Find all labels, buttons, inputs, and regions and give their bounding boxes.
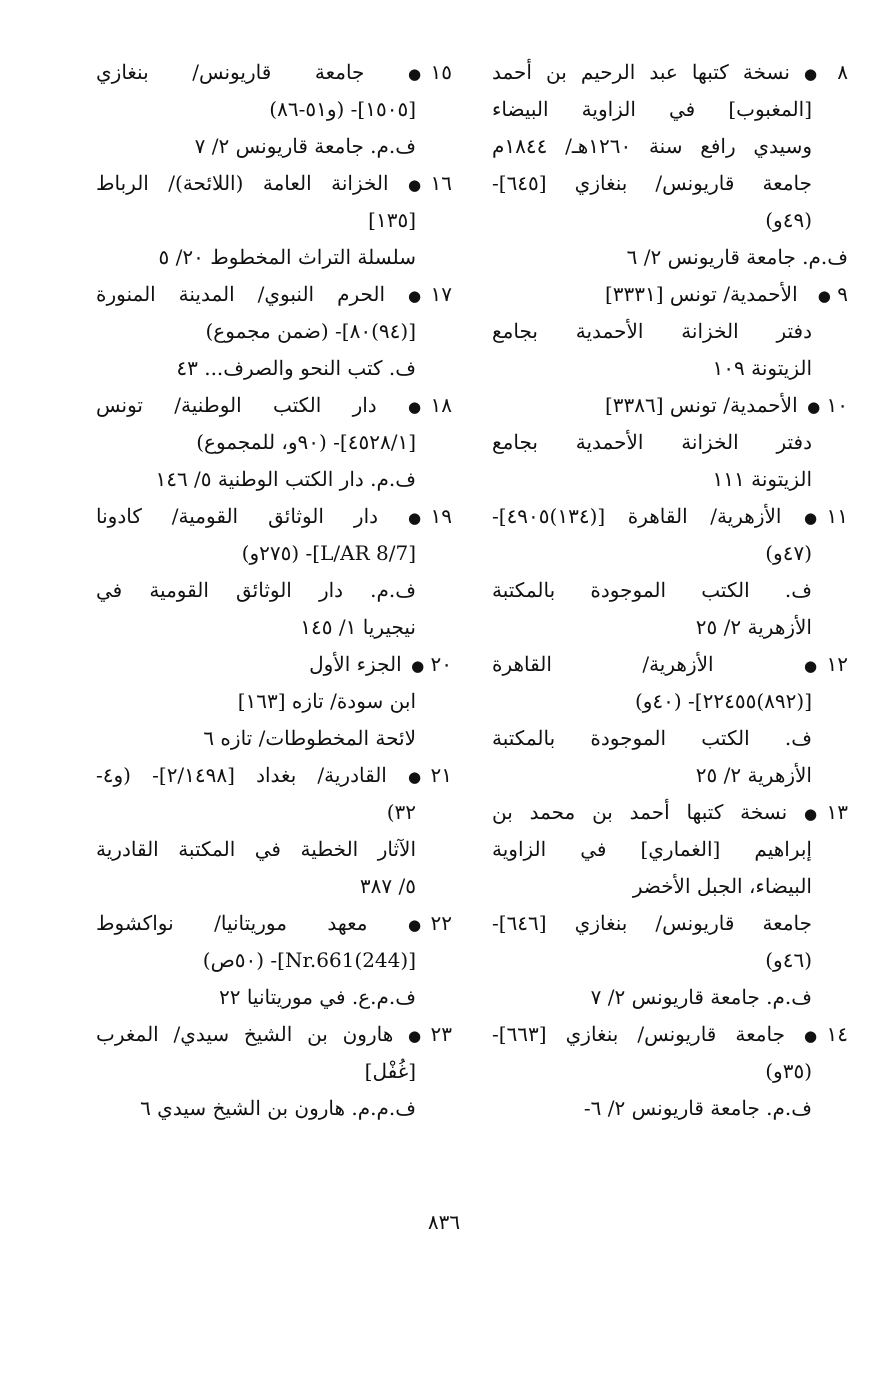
- entry-number: ٨ ●: [804, 60, 848, 84]
- entry-reference: الزيتونة ١١١: [712, 467, 812, 491]
- entry-15: [96, 54, 452, 165]
- entry-17: [96, 276, 452, 387]
- entry-line: وسيدي رافع سنة ١٢٦٠هـ/ ١٨٤٤م: [492, 134, 812, 158]
- entry-line: ١٥ ● جامعة قاريونس/ بنغازي: [96, 54, 452, 91]
- entry-reference: ف. كتب النحو والصرف... ٤٣: [176, 356, 416, 380]
- entry-number: ١١ ●: [804, 504, 848, 528]
- entry-line: ٣٢): [386, 800, 416, 824]
- entry-line: [(٨٩٢)٢٢٤٥٥]- (٤٠و): [634, 689, 812, 713]
- entry-19: [96, 498, 452, 646]
- entry-9: [492, 276, 848, 387]
- entry-reference: ف.م.ع. في موريتانيا ٢٢: [218, 985, 416, 1009]
- entry-14: [492, 1016, 848, 1127]
- entry-12: [492, 646, 848, 794]
- entry-23: [96, 1016, 452, 1127]
- entry-line: ١١ ● الأزهرية/ القاهرة [(١٣٤)٤٩٠٥]-: [492, 498, 848, 535]
- entry-line: ١٦ ● الخزانة العامة (اللائحة)/ الرباط: [96, 165, 452, 202]
- entry-reference: ف.م.م. هارون بن الشيخ سيدي ٦: [140, 1096, 416, 1120]
- entry-number: ٢٣ ●: [408, 1022, 452, 1046]
- entry-number: ٢٢ ●: [408, 911, 452, 935]
- page: [96, 54, 848, 1399]
- entry-number: ١٩ ●: [408, 504, 452, 528]
- entry-line: ٢١ ● القادرية/ بغداد [٢/١٤٩٨]- (و٤-: [96, 757, 452, 794]
- entry-number: ٩ ●: [817, 282, 848, 306]
- entry-line: [المغبوب] في الزاوية البيضاء: [492, 97, 812, 121]
- entry-line: (٣٥و): [765, 1059, 812, 1083]
- entry-reference: ف. الكتب الموجودة بالمكتبة: [492, 578, 812, 602]
- entry-reference: الزيتونة ١٠٩: [712, 356, 812, 380]
- right-column: [492, 54, 848, 1127]
- entry-reference: نيجيريا ١/ ١٤٥: [300, 615, 416, 639]
- entry-number: ١٥ ●: [408, 60, 452, 84]
- entry-reference: ف.م. دار الوثائق القومية في: [96, 578, 416, 602]
- entry-line: ٢٠ ● الجزء الأول: [96, 646, 452, 683]
- entry-11: [492, 498, 848, 646]
- entry-line: جامعة قاريونس/ بنغازي [٦٤٦]-: [492, 911, 812, 935]
- entry-8: [492, 54, 848, 276]
- entry-number: ١٨ ●: [408, 393, 452, 417]
- entry-16: [96, 165, 452, 276]
- entry-line: ١٤ ● جامعة قاريونس/ بنغازي [٦٦٣]-: [492, 1016, 848, 1053]
- entry-reference: ف.م. جامعة قاريونس ٢/ ٦: [626, 245, 848, 269]
- entry-number: ١٣ ●: [804, 800, 848, 824]
- entry-line: ٨ ● نسخة كتبها عبد الرحيم بن أحمد: [492, 54, 848, 91]
- entry-reference: ٥/ ٣٨٧: [359, 874, 416, 898]
- entry-line: ١٣ ● نسخة كتبها أحمد بن محمد بن: [492, 794, 848, 831]
- entry-reference: ف.م. جامعة قاريونس ٢/ ٦-: [583, 1096, 812, 1120]
- entry-line: إبراهيم [الغماري] في الزاوية: [492, 837, 812, 861]
- entry-reference: الأزهرية ٢/ ٢٥: [695, 763, 812, 787]
- entry-line: جامعة قاريونس/ بنغازي [٦٤٥]-: [492, 171, 812, 195]
- entry-reference: ف. الكتب الموجودة بالمكتبة: [492, 726, 812, 750]
- entry-21: [96, 757, 452, 905]
- entry-line: [Nr.661(244)]- (٥٠ص): [202, 948, 416, 972]
- entry-line: [L/AR 8/7]- (٢٧٥و): [241, 541, 416, 565]
- entry-20: [96, 646, 452, 757]
- entry-number: ١٢ ●: [804, 652, 848, 676]
- entry-line: [١٣٥]: [368, 208, 416, 232]
- entry-reference: لائحة المخطوطات/ تازه ٦: [203, 726, 416, 750]
- entry-line: ٢٢ ● معهد موريتانيا/ نواكشوط: [96, 905, 452, 942]
- entry-line: ٩ ● الأحمدية/ تونس [٣٣٣١]: [492, 276, 848, 313]
- entry-13: [492, 794, 848, 1016]
- entry-number: ٢١ ●: [408, 763, 452, 787]
- entry-reference: دفتر الخزانة الأحمدية بجامع: [492, 430, 812, 454]
- entry-reference: ف.م. جامعة قاريونس ٢/ ٧: [194, 134, 416, 158]
- entry-number: ١٠ ●: [807, 393, 848, 417]
- entry-line: [١٥٠٥]- (و٥١-٨٦): [269, 97, 416, 121]
- entry-reference: ابن سودة/ تازه [١٦٣]: [237, 689, 416, 713]
- entry-line: (٤٩و): [765, 208, 812, 232]
- entry-number: ٢٠ ●: [411, 652, 452, 676]
- entry-number: ١٦ ●: [408, 171, 452, 195]
- entry-line: (٤٧و): [765, 541, 812, 565]
- entry-line: ١٩ ● دار الوثائق القومية/ كادونا: [96, 498, 452, 535]
- entry-line: [٤٥٢٨/١]- (٩٠و، للمجموع): [196, 430, 416, 454]
- entry-reference: ف.م. جامعة قاريونس ٢/ ٧: [590, 985, 812, 1009]
- entry-22: [96, 905, 452, 1016]
- entry-reference: الأزهرية ٢/ ٢٥: [695, 615, 812, 639]
- entry-reference: ف.م. دار الكتب الوطنية ٥/ ١٤٦: [155, 467, 416, 491]
- entry-reference: دفتر الخزانة الأحمدية بجامع: [492, 319, 812, 343]
- entry-line: (٤٦و): [765, 948, 812, 972]
- entry-reference: الآثار الخطية في المكتبة القادرية: [96, 837, 416, 861]
- entry-line: البيضاء، الجبل الأخضر: [632, 874, 812, 898]
- entry-number: ١٧ ●: [408, 282, 452, 306]
- left-column: [96, 54, 452, 1127]
- entry-line: ١٨ ● دار الكتب الوطنية/ تونس: [96, 387, 452, 424]
- entry-line: ١٧ ● الحرم النبوي/ المدينة المنورة: [96, 276, 452, 313]
- entry-10: [492, 387, 848, 498]
- entry-line: [غُفْل]: [364, 1059, 416, 1083]
- entry-number: ١٤ ●: [804, 1022, 848, 1046]
- entry-18: [96, 387, 452, 498]
- entry-line: ١٠ ● الأحمدية/ تونس [٣٣٨٦]: [492, 387, 848, 424]
- entry-reference: سلسلة التراث المخطوط ٢٠/ ٥: [158, 245, 416, 269]
- page-number: ٨٣٦: [427, 1210, 461, 1234]
- entry-line: ١٢ ● الأزهرية/ القاهرة: [492, 646, 848, 683]
- entry-line: [(٩٤)٨٠]- (ضمن مجموع): [205, 319, 416, 343]
- entry-line: ٢٣ ● هارون بن الشيخ سيدي/ المغرب: [96, 1016, 452, 1053]
